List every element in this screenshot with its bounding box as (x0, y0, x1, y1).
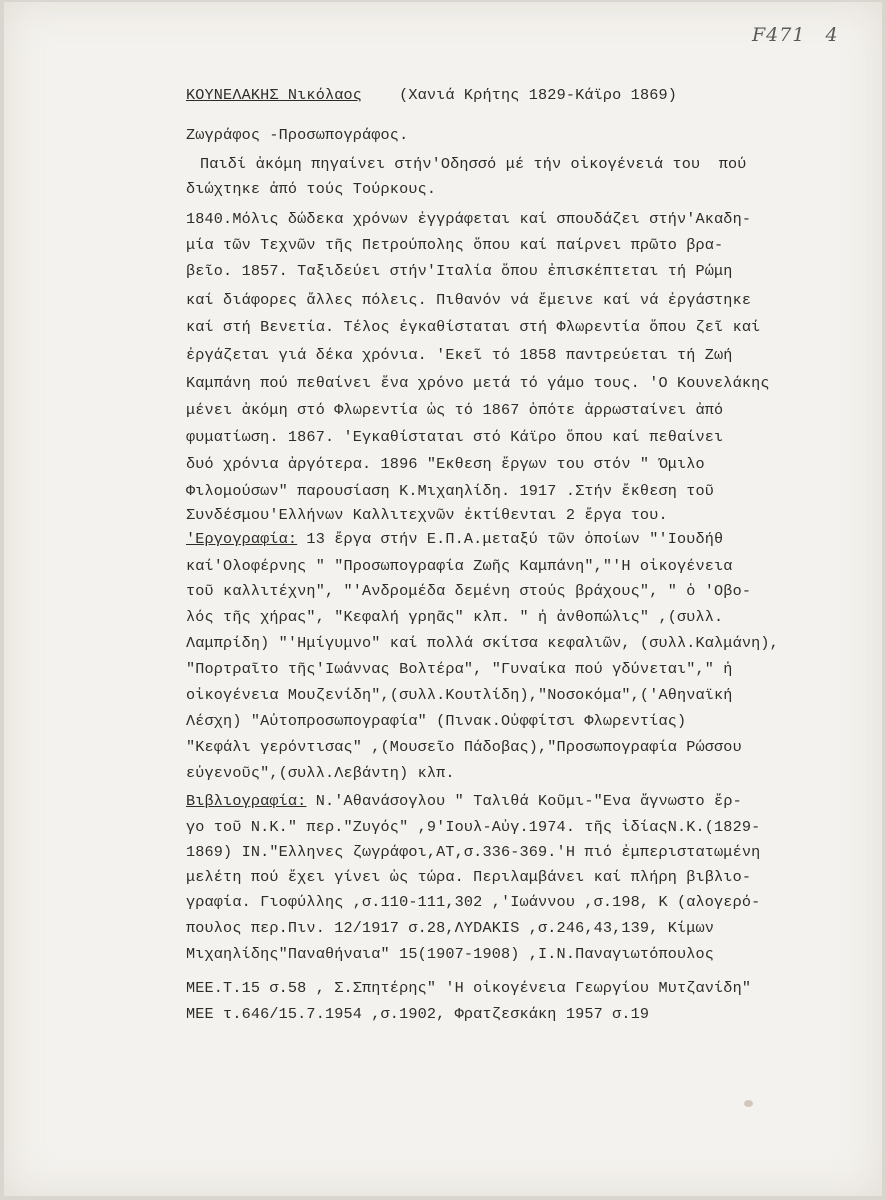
bio-line: φυματίωση. 1867. 'Εγκαθίσταται στό Κάϊρο ὅπου καί πεθαίνει (186, 428, 724, 446)
works-line: Λέσχη) "Αὐτοπροσωπογραφία" (Πινακ.Οὐφφίτσι Φλωρεντίας) (186, 712, 687, 730)
works-line: 13 ἔργα στήν Ε.Π.Α.μεταξύ τῶν ὁποίων "'Ιουδήθ (297, 530, 724, 548)
bibliography-line: ΜΕΕ τ.646/15.7.1954 ,σ.1902, Φρατζεσκάκη 1957 σ.19 (186, 1005, 650, 1023)
bio-line: Καμπάνη πού πεθαίνει ἕνα χρόνο μετά τό γάμο τους. 'Ο Κουνελάκης (186, 374, 770, 392)
bibliography-line: ΜΕΕ.Τ.15 σ.58 , Σ.Σπητέρης" 'Η οἰκογένεια Γεωργίου Μυτζανίδη" (186, 979, 752, 997)
bio-line: διώχτηκε ἀπό τούς Τούρκους. (186, 180, 437, 198)
works-line: καί'Ολοφέρνης " "Προσωπογραφία Ζωῆς Καμπάνη","'Η οἰκογένεια (186, 557, 733, 575)
bio-line: μία τῶν Τεχνῶν τῆς Πετρούπολης ὅπου καί παίρνει πρῶτο βρα- (186, 236, 724, 254)
bio-line: ἐργάζεται γιά δέκα χρόνια. 'Εκεῖ τό 1858 παντρεύεται τή Ζωή (186, 346, 733, 364)
bibliography-line: μελέτη πού ἔχει γίνει ὡς τώρα. Περιλαμβάνει καί πλήρη βιβλιο- (186, 868, 752, 886)
works-first-line (186, 530, 723, 548)
archive-reference: F471 (752, 24, 806, 46)
bibliography-label: Βιβλιογραφία: (186, 792, 307, 810)
bio-line: δυό χρόνια ἀργότερα. 1896 "Εκθεση ἔργων του στόν " Όμιλο (186, 455, 705, 473)
artist-dates: (Χανιά Κρήτης 1829-Κάϊρο 1869) (399, 86, 677, 104)
bibliography-first-line (186, 792, 742, 810)
works-line: λός τῆς χήρας", "Κεφαλή γρηᾶς" κλπ. " ἡ ἀνθοπώλις" ,(συλλ. (186, 608, 724, 626)
works-line: τοῦ καλλιτέχνη", "'Ανδρομέδα δεμένη στούς βράχους", " ὁ 'Οβο- (186, 582, 752, 600)
bio-line: Φιλομούσων" παρουσίαση Κ.Μιχαηλίδη. 1917 .Στήν ἔκθεση τοῦ (186, 482, 715, 500)
heading-line (186, 86, 677, 104)
bio-line: 1840.Μόλις δώδεκα χρόνων ἐγγράφεται καί σπουδάζει στήν'Ακαδη- (186, 210, 752, 228)
bio-line: καί στή Βενετία. Τέλος ἐγκαθίσταται στή Φλωρεντία ὅπου ζεῖ καί (186, 318, 761, 336)
bio-line: Παιδί ἀκόμη πηγαίνει στήν'Οδησσό μέ τήν οἰκογένειά του πού (200, 155, 747, 173)
bibliography-line: Μιχαηλίδης"Παναθήναια" 15(1907-1908) ,Ι.Ν.Παναγιωτόπουλος (186, 945, 715, 963)
bibliography-line: πουλος περ.Πιν. 12/1917 σ.28,ΛΥDΑΚΙS ,σ.246,43,139, Κίμων (186, 919, 715, 937)
works-line: εὐγενοῦς",(συλλ.Λεβάντη) κλπ. (186, 764, 455, 782)
works-line: "Κεφάλι γερόντισας" ,(Μουσεῖο Πάδοβας),"Προσωπογραφία Ρώσσου (186, 738, 742, 756)
bio-line: βεῖο. 1857. Ταξιδεύει στήν'Ιταλία ὅπου ἐπισκέπτεται τή Ρώμη (186, 262, 733, 280)
bio-line: μένει ἀκόμη στό Φλωρεντία ὡς τό 1867 ὁπότε ἀρρωσταίνει ἀπό (186, 401, 724, 419)
works-line: Λαμπρίδη) "'Ημίγυμνο" καί πολλά σκίτσα κεφαλιῶν, (συλλ.Καλμάνη), (186, 634, 779, 652)
bibliography-line: 1869) ΙΝ."Ελληνες ζωγράφοι,ΑΤ,σ.336-369.'Η πιό ἐμπεριστατωμένη (186, 843, 761, 861)
works-label: 'Εργογραφία: (186, 530, 298, 548)
works-line: "Πορτραῖτο τῆς'Ιωάννας Βολτέρα", "Γυναίκα πού γδύνεται"," ἡ (186, 660, 733, 678)
bibliography-line: γο τοῦ Ν.Κ." περ."Ζυγός" ,9'Ιουλ-Αὐγ.1974. τῆς ἰδίαςΝ.Κ.(1829- (186, 818, 761, 836)
bio-line: καί διάφορες ἄλλες πόλεις. Πιθανόν νά ἔμεινε καί νά ἐργάστηκε (186, 291, 752, 309)
bibliography-line: Ν.'Αθανάσογλου " Ταλιθά Κοῦμι-"Ενα ἄγνωστο ἔρ- (306, 792, 742, 810)
profession-line: Ζωγράφος -Προσωπογράφος. (186, 126, 409, 144)
paper-stain (744, 1100, 753, 1107)
pencil-annotation (752, 24, 839, 46)
works-line: οἰκογένεια Μουζενίδη",(συλλ.Κουτλίδη),"Νοσοκόμα",('Αθηναϊκή (186, 686, 733, 704)
page-number: 4 (825, 24, 839, 46)
artist-name: ΚΟΥΝΕΛΑΚΗΣ Νικόλαος (186, 86, 363, 104)
bibliography-line: γραφία. Γιοφύλλης ,σ.110-111,302 ,'Ιωάννου ,σ.198, Κ (αλογερό- (186, 893, 761, 911)
bio-line: Συνδέσμου'Ελλήνων Καλλιτεχνῶν ἐκτίθενται 2 ἔργα του. (186, 506, 668, 524)
